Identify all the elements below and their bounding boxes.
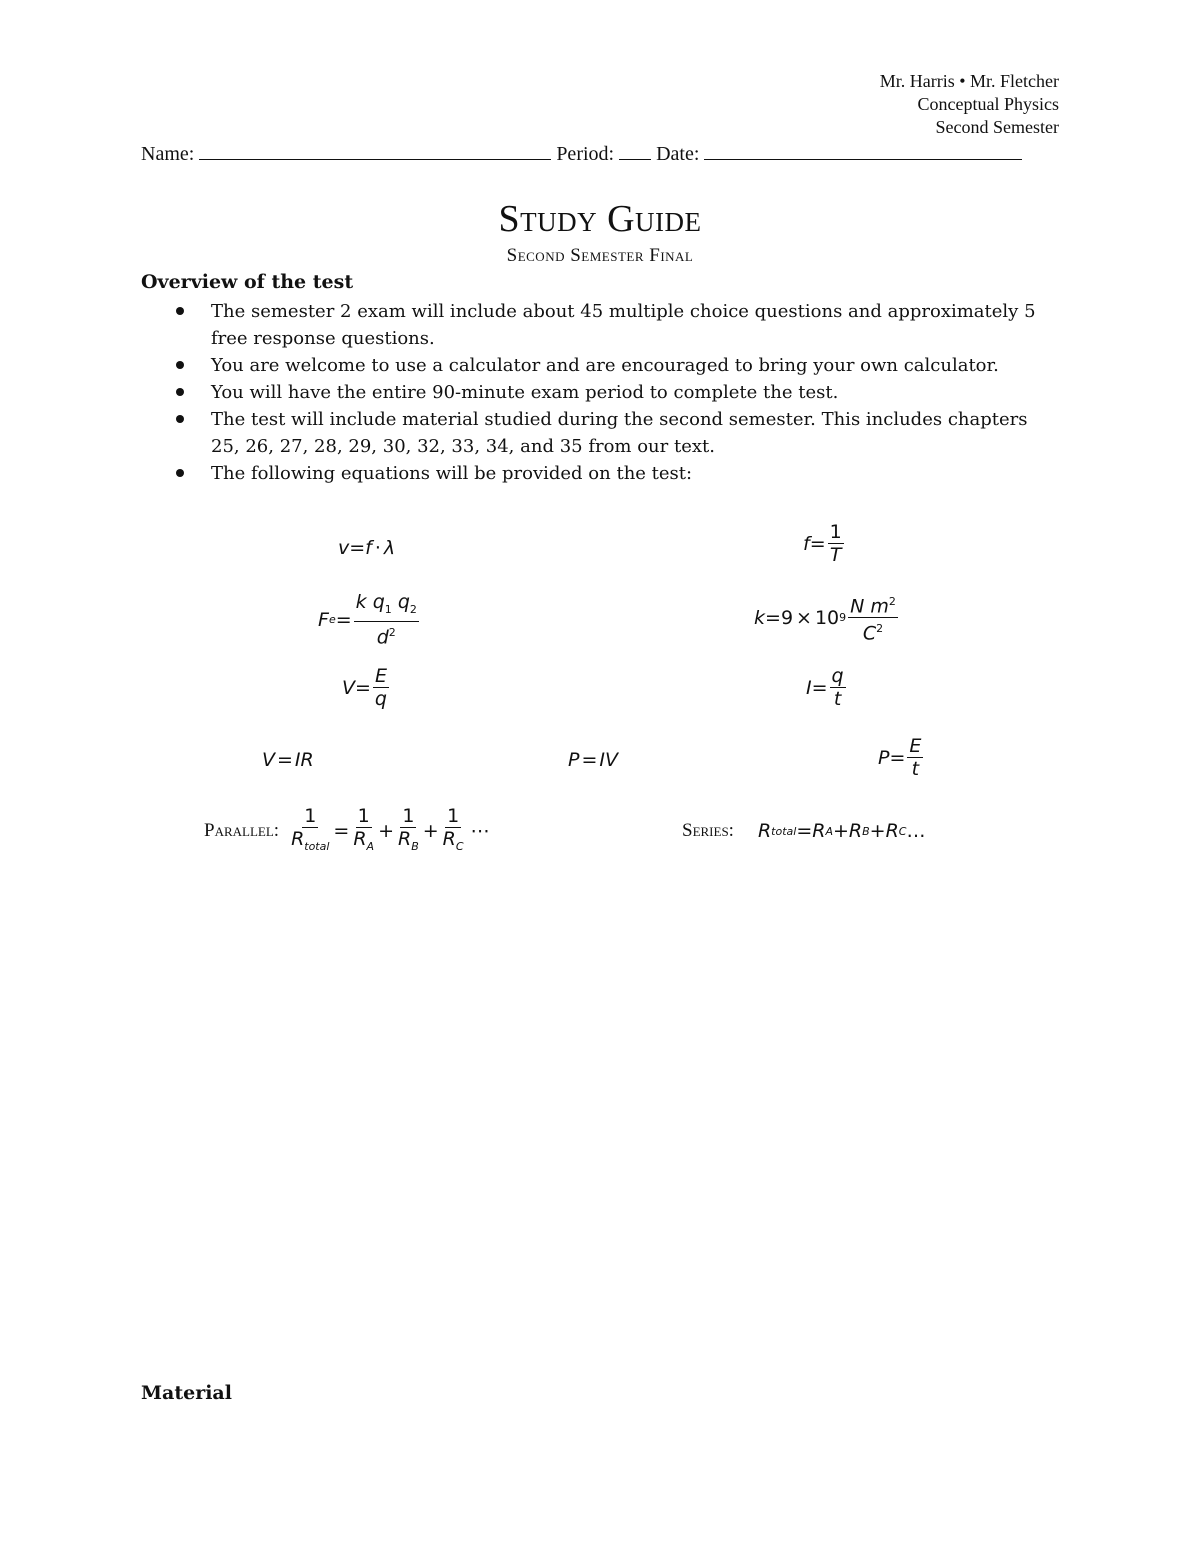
- fraction: $\frac{1}{R_A}$: [353, 805, 375, 853]
- teachers-line: Mr. Harris • Mr. Fletcher: [879, 71, 1059, 91]
- equation-coulomb-law: F e = $\frac{k q_1 q_2}{d^2}$: [318, 591, 417, 649]
- term-line: Second Semester: [935, 117, 1059, 137]
- page-title: Study Guide: [498, 198, 702, 240]
- list-item: You are welcome to use a calculator and are encouraged to bring your own calculator.: [141, 352, 1061, 379]
- parallel-label: Parallel:: [204, 820, 280, 842]
- course-line: Conceptual Physics: [917, 94, 1059, 114]
- fraction: $\frac{N m^2}{C^2}$: [848, 592, 898, 644]
- list-item: The semester 2 exam will include about 45 multiple choice questions and approximately 5 free response questions.: [141, 298, 1061, 352]
- list-item: You will have the entire 90-minute exam period to complete the test.: [141, 379, 1061, 406]
- equation-power-et: P = $\frac{E}{t}$: [878, 735, 922, 780]
- material-heading: Material: [141, 1382, 232, 1404]
- fraction: $\frac{E}{q}$: [374, 665, 387, 710]
- date-label: Date:: [656, 143, 700, 165]
- overview-heading: Overview of the test: [141, 271, 354, 293]
- series-label: Series:: [682, 820, 734, 841]
- fraction: $\frac{1}{R_{total}}$: [291, 805, 330, 853]
- page-subtitle: Second Semester Final: [506, 245, 694, 266]
- name-period-date-line: [141, 141, 1059, 166]
- date-blank: [704, 141, 1022, 160]
- equation-ohms-law: V = IR: [262, 749, 314, 771]
- name-blank: [199, 141, 551, 160]
- equation-voltage: V = $\frac{E}{q}$: [342, 665, 387, 710]
- period-blank: [619, 141, 651, 160]
- equation-coulomb-constant: k = 9 × 10 9 $\frac{N m^2}{C^2}$: [754, 592, 900, 644]
- equation-parallel-resistance: Parallel: $\frac{1}{R_{total}}$ = $\frac{1}{R_A}$ + $\frac{1}{R_B}$ + $\frac{1}{R_C}$ ⋯: [204, 806, 490, 857]
- equation-series-resistance: Series: R total = R A + R B + R C …: [682, 820, 926, 842]
- fraction: $\frac{1}{R_C}$: [442, 805, 464, 853]
- fraction: $\frac{1}{T}$: [829, 521, 842, 566]
- overview-list: [141, 298, 1061, 487]
- fraction: $\frac{q}{t}$: [831, 665, 844, 710]
- header-block: [880, 70, 1059, 139]
- fraction: $\frac{1}{R_B}$: [398, 805, 419, 853]
- period-label: Period:: [556, 143, 615, 165]
- equation-power-iv: P = IV: [568, 749, 618, 771]
- list-item: The test will include material studied during the second semester. This includes chapters 25, 26, 27, 28, 29, 30, 32, 33, 34, and 35 from our text.: [141, 406, 1061, 460]
- name-label: Name:: [141, 143, 195, 165]
- list-item: The following equations will be provided on the test:: [141, 460, 1061, 487]
- equation-wave-speed: v = f · λ: [338, 537, 396, 559]
- fraction: $\frac{k q_1 q_2}{d^2}$: [355, 591, 417, 649]
- fraction: $\frac{E}{t}$: [909, 735, 922, 780]
- equation-frequency: f = $\frac{1}{T}$: [803, 521, 842, 566]
- equation-current: I = $\frac{q}{t}$: [806, 665, 844, 710]
